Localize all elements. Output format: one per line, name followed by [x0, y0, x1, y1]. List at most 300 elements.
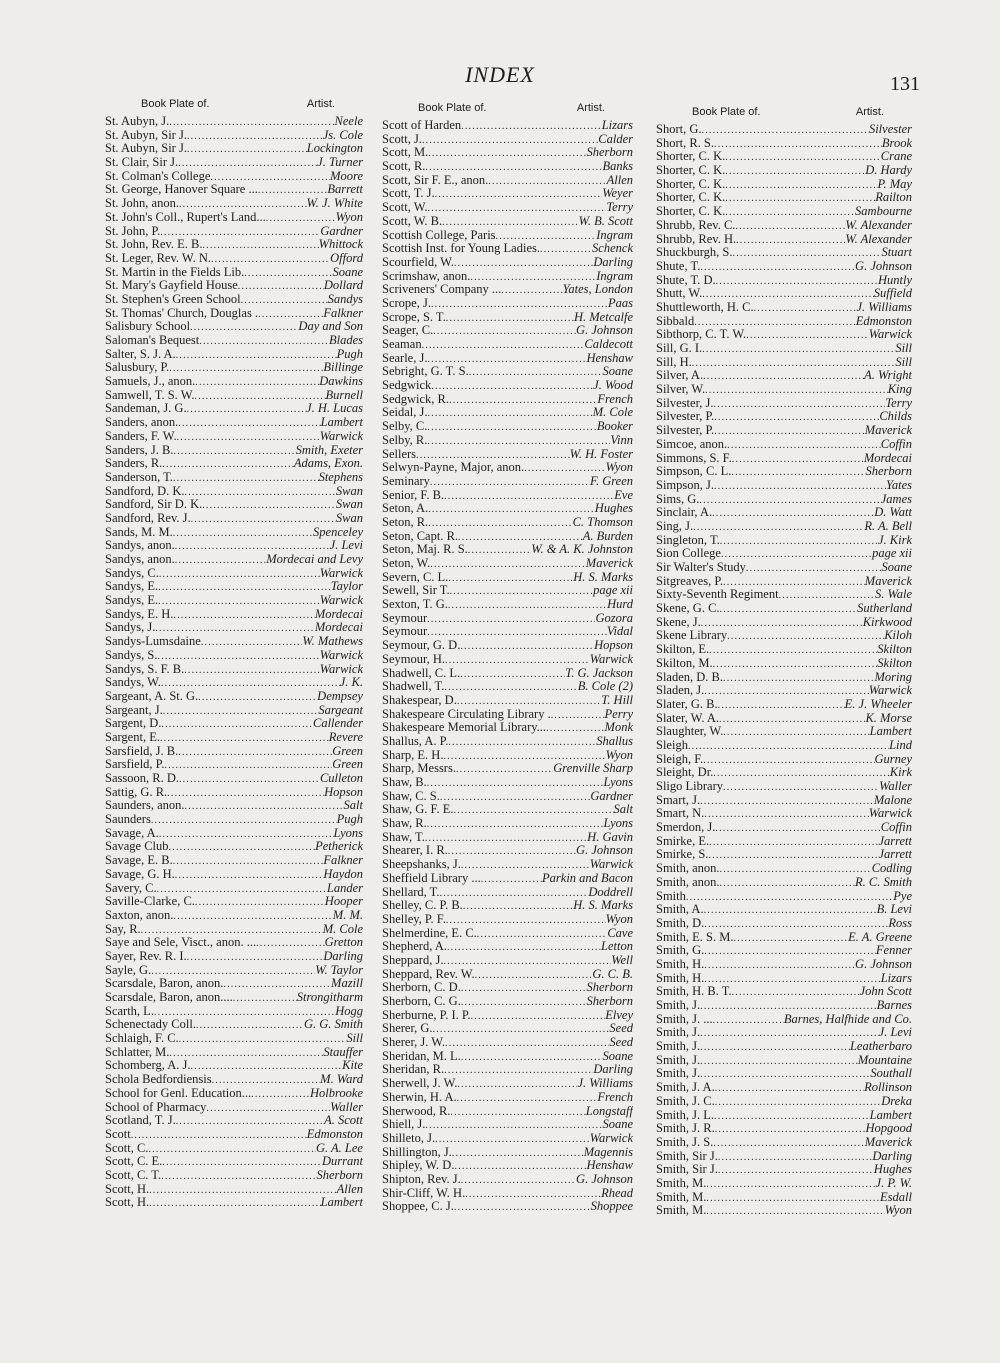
entry-artist: Holbrooke [310, 1086, 363, 1100]
entry-artist: Gozora [595, 611, 633, 625]
dot-leader [465, 1188, 601, 1201]
artist-header: Artist. [306, 98, 335, 110]
dot-leader [733, 932, 848, 945]
index-entry [656, 712, 912, 726]
entry-artist: W. H. Foster [569, 447, 633, 461]
dot-leader [443, 750, 605, 763]
entry-name: Sion College [656, 547, 721, 561]
entry-artist: M. M. [332, 908, 363, 922]
entry-artist: H. S. Marks [573, 899, 633, 913]
entry-artist: Warwick [319, 662, 363, 676]
index-entry [382, 406, 633, 420]
entry-artist: Salt [613, 803, 633, 817]
entry-artist: French [597, 1090, 633, 1104]
dot-leader [699, 494, 880, 507]
entry-artist: Mordecai [314, 621, 363, 635]
dot-leader [477, 928, 608, 941]
dot-leader [161, 1170, 316, 1183]
entry-name: Scott, J. [382, 132, 422, 146]
entry-name: Slaughter, W. [656, 725, 724, 739]
index-entry [656, 520, 912, 534]
index-entry [105, 580, 363, 594]
dot-leader [731, 466, 865, 479]
dot-leader [169, 1047, 323, 1060]
entry-artist: Gardner [320, 224, 363, 238]
dot-leader [713, 1014, 784, 1027]
entry-artist: B. Levi [876, 903, 912, 917]
entry-name: Scrimshaw, anon. [382, 269, 471, 283]
entry-name: Smith, anon. [656, 862, 720, 876]
index-entry [656, 629, 912, 643]
entry-name: Slater, W. A. [656, 711, 720, 725]
entry-artist: Magennis [583, 1145, 633, 1159]
dot-leader [725, 151, 880, 164]
entry-artist: Fenner [875, 944, 912, 958]
entry-name: Sanders, anon. [105, 416, 179, 430]
index-entry [382, 927, 633, 941]
index-entry [656, 315, 912, 329]
entry-artist: Warwick [868, 807, 912, 821]
index-entry [382, 256, 633, 270]
index-entry [656, 739, 912, 753]
index-entry [656, 547, 912, 561]
index-entry [656, 246, 912, 260]
dot-leader [233, 992, 297, 1005]
dot-leader [238, 280, 324, 293]
entry-artist: Sherborn [586, 981, 633, 995]
entry-artist: Swan [335, 511, 363, 525]
entry-artist: H. Metcalfe [573, 310, 633, 324]
dot-leader [241, 294, 328, 307]
entry-artist: Lizars [880, 971, 912, 985]
entry-artist: Swan [335, 484, 363, 498]
index-entry [656, 150, 912, 164]
index-entry [382, 187, 633, 201]
index-entry [382, 448, 633, 462]
entry-artist: Pugh [336, 813, 363, 827]
entry-artist: King [887, 383, 912, 397]
entry-name: Shorter, C. K. [656, 191, 726, 205]
entry-artist: Warwick [319, 594, 363, 608]
entry-name: Shaw, C. S. [382, 789, 440, 803]
index-entry [656, 1013, 912, 1027]
dot-leader [715, 1082, 864, 1095]
dot-leader [546, 722, 604, 735]
entry-name: Silver, W. [656, 383, 706, 397]
dot-leader [430, 558, 586, 571]
dot-leader [154, 1006, 335, 1019]
entry-name: St. Thomas' Church, Douglas . [105, 306, 259, 320]
index-entry [382, 434, 633, 448]
entry-name: Smith, M. [656, 1204, 707, 1218]
index-entry [105, 553, 363, 567]
dot-leader [199, 335, 329, 348]
entry-artist: Soane [602, 365, 633, 379]
entry-name: Shepherd, A. [382, 940, 447, 954]
dot-leader [701, 617, 863, 630]
entry-artist: Hughes [873, 1163, 912, 1177]
index-entry [656, 274, 912, 288]
index-entry [105, 1155, 363, 1169]
entry-name: Say, R. [105, 922, 141, 936]
index-entry [382, 1077, 633, 1091]
entry-artist: Green [332, 758, 363, 772]
entry-name: Sandys, J. [105, 621, 156, 635]
dot-leader [427, 818, 604, 831]
dot-leader [178, 746, 332, 759]
entry-name: Searle, J. [382, 351, 428, 365]
index-entry [105, 567, 363, 581]
entry-artist: A. Wright [864, 369, 912, 383]
index-entry [382, 324, 633, 338]
dot-leader [201, 636, 303, 649]
dot-leader [187, 403, 306, 416]
index-entry [105, 1101, 363, 1115]
index-entry [105, 471, 363, 485]
entry-name: Sandys, S. [105, 648, 158, 662]
dot-leader [435, 1133, 590, 1146]
entry-artist: Skilton [877, 643, 912, 657]
index-entry [105, 252, 363, 266]
entry-name: Selby, R. [382, 433, 428, 447]
entry-name: Sladen, D. B. [656, 670, 724, 684]
entry-name: Scott, W. [382, 201, 428, 215]
entry-artist: Henshaw [586, 351, 633, 365]
dot-leader [266, 212, 336, 225]
entry-artist: Hogg [335, 1004, 363, 1018]
entry-artist: Barrett [327, 183, 363, 197]
entry-name: Sharp, Messrs. [382, 762, 456, 776]
index-entry [105, 895, 363, 909]
entry-name: Sladen, J. [656, 684, 705, 698]
dot-leader [501, 284, 562, 297]
entry-name: Shaw, R. [382, 817, 427, 831]
entry-name: St. John, Rev. E. B. [105, 238, 203, 252]
entry-artist: Vidal [606, 625, 633, 639]
dot-leader [431, 380, 593, 393]
book-plate-header: Book Plate of. [418, 102, 487, 114]
entry-artist: Darling [323, 949, 363, 963]
index-entry [382, 899, 633, 913]
entry-artist: F. Green [589, 474, 633, 488]
index-entry [105, 1032, 363, 1046]
dot-leader [148, 1143, 316, 1156]
entry-name: Smith, E. S. M. [656, 930, 734, 944]
entry-name: Sherwin, H. A. [382, 1090, 457, 1104]
entry-artist: Taylor [330, 580, 363, 594]
entry-name: Short, G. [656, 123, 702, 136]
index-entry [656, 397, 912, 411]
index-entry [105, 950, 363, 964]
dot-leader [704, 959, 855, 972]
entry-name: Slater, G. B. [656, 697, 718, 711]
dot-leader [428, 147, 586, 160]
dot-leader [444, 681, 577, 694]
entry-artist: Lambert [320, 1196, 363, 1210]
entry-artist: Longstaff [585, 1104, 633, 1118]
dot-leader [448, 845, 576, 858]
index-entry [656, 1109, 912, 1123]
entry-artist: Lyons [603, 776, 633, 789]
dot-leader [187, 951, 324, 964]
entry-artist: Stephens [318, 470, 363, 484]
dot-leader [443, 955, 611, 968]
dot-leader [173, 855, 324, 868]
entry-artist: Southall [870, 1067, 912, 1081]
entry-artist: Coffin [880, 821, 912, 835]
entry-name: Sargent, E. [105, 730, 160, 744]
index-entry [382, 749, 633, 763]
entry-artist: Waller [330, 1100, 363, 1114]
entry-name: Sarsfield, P. [105, 758, 165, 772]
index-entry [656, 862, 912, 876]
dot-leader [727, 439, 881, 452]
index-entry [382, 940, 633, 954]
dot-leader [712, 507, 874, 520]
entry-name: Smerdon, J. [656, 821, 716, 835]
dot-leader [191, 513, 336, 526]
entry-name: Selwyn-Payne, Major, anon. [382, 461, 525, 475]
entry-name: Saunders, anon. [105, 799, 185, 813]
entry-name: Skene, J. [656, 615, 701, 629]
index-entry [105, 307, 363, 321]
entry-name: Sixty-Seventh Regiment [656, 588, 779, 602]
entry-artist: Skilton [877, 656, 912, 670]
entry-name: Seton, Maj. R. S. [382, 543, 468, 557]
dot-leader [141, 924, 323, 937]
entry-name: Smith, H. B. T. [656, 985, 732, 999]
entry-artist: Darling [872, 1149, 912, 1163]
index-entry [656, 1150, 912, 1164]
dot-leader [704, 918, 888, 931]
dot-leader [709, 836, 878, 849]
index-entry [382, 229, 633, 243]
entry-name: Scott of Harden [382, 119, 462, 132]
index-entry [105, 334, 363, 348]
entry-artist: Soane [602, 1049, 633, 1063]
dot-leader [469, 366, 603, 379]
entry-artist: Dawkins [319, 375, 363, 389]
entry-artist: W. J. White [306, 197, 363, 211]
index-entry [382, 270, 633, 284]
entry-artist: Stauffer [323, 1045, 363, 1059]
index-entry [382, 1173, 633, 1187]
entry-name: Savage, E. B. [105, 854, 173, 868]
entry-name: Silvester, P. [656, 410, 715, 424]
entry-artist: Childs [879, 410, 912, 424]
entry-name: Schlatter, M. [105, 1045, 170, 1059]
artist-header: Artist. [576, 102, 605, 114]
entry-name: Scottish College, Paris [382, 228, 496, 242]
entry-artist: Kite [342, 1059, 363, 1073]
entry-artist: Shoppee [590, 1200, 633, 1214]
dot-leader [723, 781, 879, 794]
entry-artist: Maverick [864, 1135, 912, 1149]
entry-artist: Kiloh [884, 629, 912, 643]
dot-leader [700, 1055, 858, 1068]
dot-leader [700, 261, 855, 274]
index-entry [382, 133, 633, 147]
entry-name: St. Martin in the Fields Lib. [105, 265, 245, 279]
dot-leader [422, 339, 585, 352]
entry-name: Scott [105, 1127, 131, 1141]
dot-leader [173, 472, 319, 485]
entry-artist: Mordecai [863, 451, 912, 465]
index-entry [105, 909, 363, 923]
entry-artist: Vinn [610, 433, 633, 447]
entry-artist: Darling [593, 255, 633, 269]
entry-artist: Brook [881, 136, 912, 150]
entry-name: Seidal, J. [382, 406, 428, 420]
entry-name: Savery, C. [105, 881, 157, 895]
dot-leader [453, 804, 613, 817]
entry-name: Scottish Inst. for Young Ladies. [382, 242, 540, 256]
entry-name: Schenectady Coll. [105, 1018, 196, 1032]
index-entry [382, 475, 633, 489]
entry-name: Sherwood, R. [382, 1104, 451, 1118]
dot-leader [428, 202, 607, 215]
entry-artist: Hughes [594, 502, 633, 516]
index-entry [105, 416, 363, 430]
entry-name: Sir Walter's Study [656, 561, 746, 574]
entry-artist: D. Hardy [865, 164, 912, 178]
entry-name: Sandys, C. [105, 566, 159, 580]
entry-name: Sandeman, J. G. [105, 402, 187, 416]
index-entry [656, 985, 912, 999]
index-entry [382, 393, 633, 407]
index-entry [382, 1063, 633, 1077]
index-entry [382, 954, 633, 968]
entry-name: Smith, J. [656, 1053, 701, 1067]
index-entry [382, 557, 633, 571]
index-entry [382, 530, 633, 544]
entry-artist: E. A. Greene [848, 930, 912, 944]
entry-artist: Warwick [319, 648, 363, 662]
dot-leader [723, 726, 869, 739]
dot-leader [151, 814, 337, 827]
index-entry [656, 1136, 912, 1150]
dot-leader [720, 877, 856, 890]
index-entry [105, 717, 363, 731]
index-entry [382, 1200, 633, 1214]
entry-artist: Leatherbaro [849, 1040, 912, 1054]
entry-artist: Yates [886, 478, 912, 492]
entry-name: Sheffield Library ... [382, 871, 481, 885]
dot-leader [461, 1174, 576, 1187]
entry-name: Shadwell, T. [382, 680, 445, 694]
dot-leader [196, 1019, 304, 1032]
dot-leader [727, 630, 884, 643]
entry-artist: page xii [872, 547, 912, 561]
dot-leader [702, 288, 874, 301]
entry-name: Seminary [382, 474, 430, 488]
index-entry [656, 944, 912, 958]
entry-artist: A. Scott [324, 1114, 363, 1128]
entry-name: Sheridan, R. [382, 1063, 445, 1077]
index-entry [105, 882, 363, 896]
index-entry [656, 684, 912, 698]
index-entry [382, 543, 633, 557]
dot-leader [694, 316, 856, 329]
dot-leader [159, 568, 320, 581]
entry-artist: Lind [889, 738, 912, 752]
index-entry [105, 238, 363, 252]
entry-name: Sing, J. [656, 519, 694, 533]
entry-artist: G. Johnson [855, 957, 912, 971]
dot-leader [435, 188, 603, 201]
dot-leader [716, 275, 878, 288]
entry-name: Sanders, R. [105, 457, 163, 471]
entry-name: Smith, Sir J. [656, 1163, 718, 1177]
entry-name: Shipley, W. D. [382, 1159, 455, 1173]
dot-leader [202, 499, 336, 512]
page-number: 131 [890, 73, 920, 95]
entry-artist: Darling [593, 1063, 633, 1077]
dot-leader [470, 271, 596, 284]
entry-name: Silvester, J. [656, 396, 714, 410]
entry-artist: Railton [875, 191, 912, 205]
entry-artist: Terry [606, 201, 633, 215]
dot-leader [686, 891, 893, 904]
dot-leader [163, 705, 319, 718]
entry-artist: Sherborn [865, 465, 912, 479]
dot-leader [471, 1010, 606, 1023]
entry-artist: Culleton [319, 772, 363, 785]
index-entry [656, 807, 912, 821]
entry-artist: Mountaine [857, 1053, 912, 1067]
dot-leader [427, 353, 586, 366]
entry-artist: Shallus [596, 734, 633, 748]
entry-artist: Elvey [605, 1008, 633, 1022]
dot-leader [779, 589, 875, 602]
dot-leader [454, 257, 594, 270]
entry-name: St. Colman's College [105, 169, 211, 183]
dot-leader [179, 198, 307, 211]
entry-artist: Hopson [324, 785, 363, 799]
entry-name: Sibbald [656, 314, 695, 328]
dot-leader [195, 896, 325, 909]
dot-leader [704, 808, 868, 821]
entry-artist: Adams, Exon. [293, 457, 363, 471]
entry-artist: Maverick [864, 424, 912, 438]
entry-artist: Sherborn [586, 146, 633, 160]
entry-name: Sherborn, C. D. [382, 981, 461, 995]
dot-leader [446, 312, 574, 325]
book-plate-header: Book Plate of. [692, 106, 761, 118]
entry-artist: Salt [343, 799, 363, 813]
index-entry [382, 1105, 633, 1119]
entry-artist: Strongitharm [296, 991, 363, 1004]
dot-leader [425, 1119, 602, 1132]
index-entry [105, 225, 363, 239]
dot-leader [440, 887, 589, 900]
entry-name: Seager, C. [382, 324, 434, 338]
dot-leader [206, 1102, 330, 1115]
entry-name: Sheppard, J. [382, 953, 444, 967]
entry-name: Savage, G. H. [105, 867, 175, 881]
dot-leader [746, 562, 882, 575]
index-entry [656, 205, 912, 219]
entry-artist: G. Johnson [576, 324, 633, 338]
dot-leader [714, 1110, 870, 1123]
index-entry [105, 827, 363, 841]
index-entry [656, 1067, 912, 1081]
entry-artist: Sill [895, 355, 912, 369]
entry-artist: S. Wale [874, 588, 912, 602]
entry-name: Sandford, Rev. J. [105, 511, 191, 525]
entry-name: St. Stephen's Green School [105, 292, 241, 306]
dot-leader [702, 343, 895, 356]
